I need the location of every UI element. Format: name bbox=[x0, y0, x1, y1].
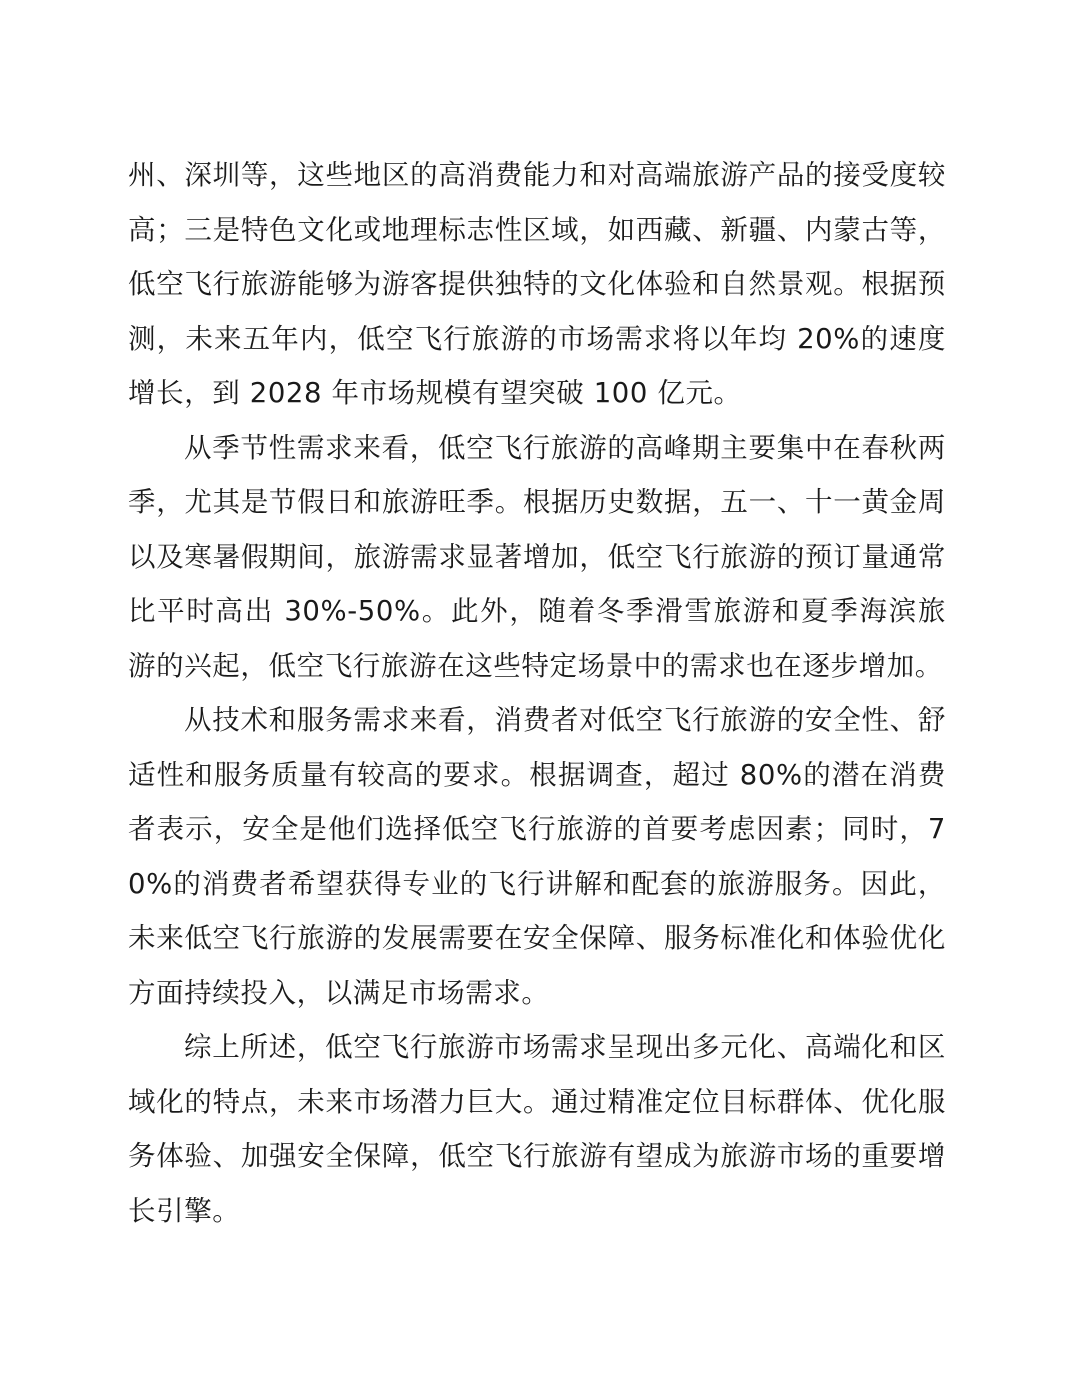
paragraph-service-demand: 从技术和服务需求来看，消费者对低空飞行旅游的安全性、舒适性和服务质量有较高的要求。根据调查，超过 80%的潜在消费者表示，安全是他们选择低空飞行旅游的首要考虑因素；同时，70%的消费者希望获得专业的飞行讲解和配套的旅游服务。因此，未来低空飞行旅游的发展需要在安全保障、服务标准化和体验优化方面持续投入，以满足市场需求。 bbox=[128, 704, 946, 1009]
paragraph-conclusion: 综上所述，低空飞行旅游市场需求呈现出多元化、高端化和区域化的特点，未来市场潜力巨大。通过精准定位目标群体、优化服务体验、加强安全保障，低空飞行旅游有望成为旅游市场的重要增长引擎。 bbox=[128, 1031, 946, 1227]
paragraph-seasonal-demand: 从季节性需求来看，低空飞行旅游的高峰期主要集中在春秋两季，尤其是节假日和旅游旺季。根据历史数据，五一、十一黄金周以及寒暑假期间，旅游需求显著增加，低空飞行旅游的预订量通常比平时高出 30%-50%。此外，随着冬季滑雪旅游和夏季海滨旅游的兴起，低空飞行旅游在这些特定场景中的需求也在逐步增加。 bbox=[128, 431, 946, 682]
paragraph-regional-demand: 州、深圳等，这些地区的高消费能力和对高端旅游产品的接受度较高；三是特色文化或地理标志性区域，如西藏、新疆、内蒙古等，低空飞行旅游能够为游客提供独特的文化体验和自然景观。根据预测，未来五年内，低空飞行旅游的市场需求将以年均 20%的速度增长，到 2028 年市场规模有望突破 100 亿元。 bbox=[128, 159, 946, 409]
document-body bbox=[128, 148, 946, 1238]
